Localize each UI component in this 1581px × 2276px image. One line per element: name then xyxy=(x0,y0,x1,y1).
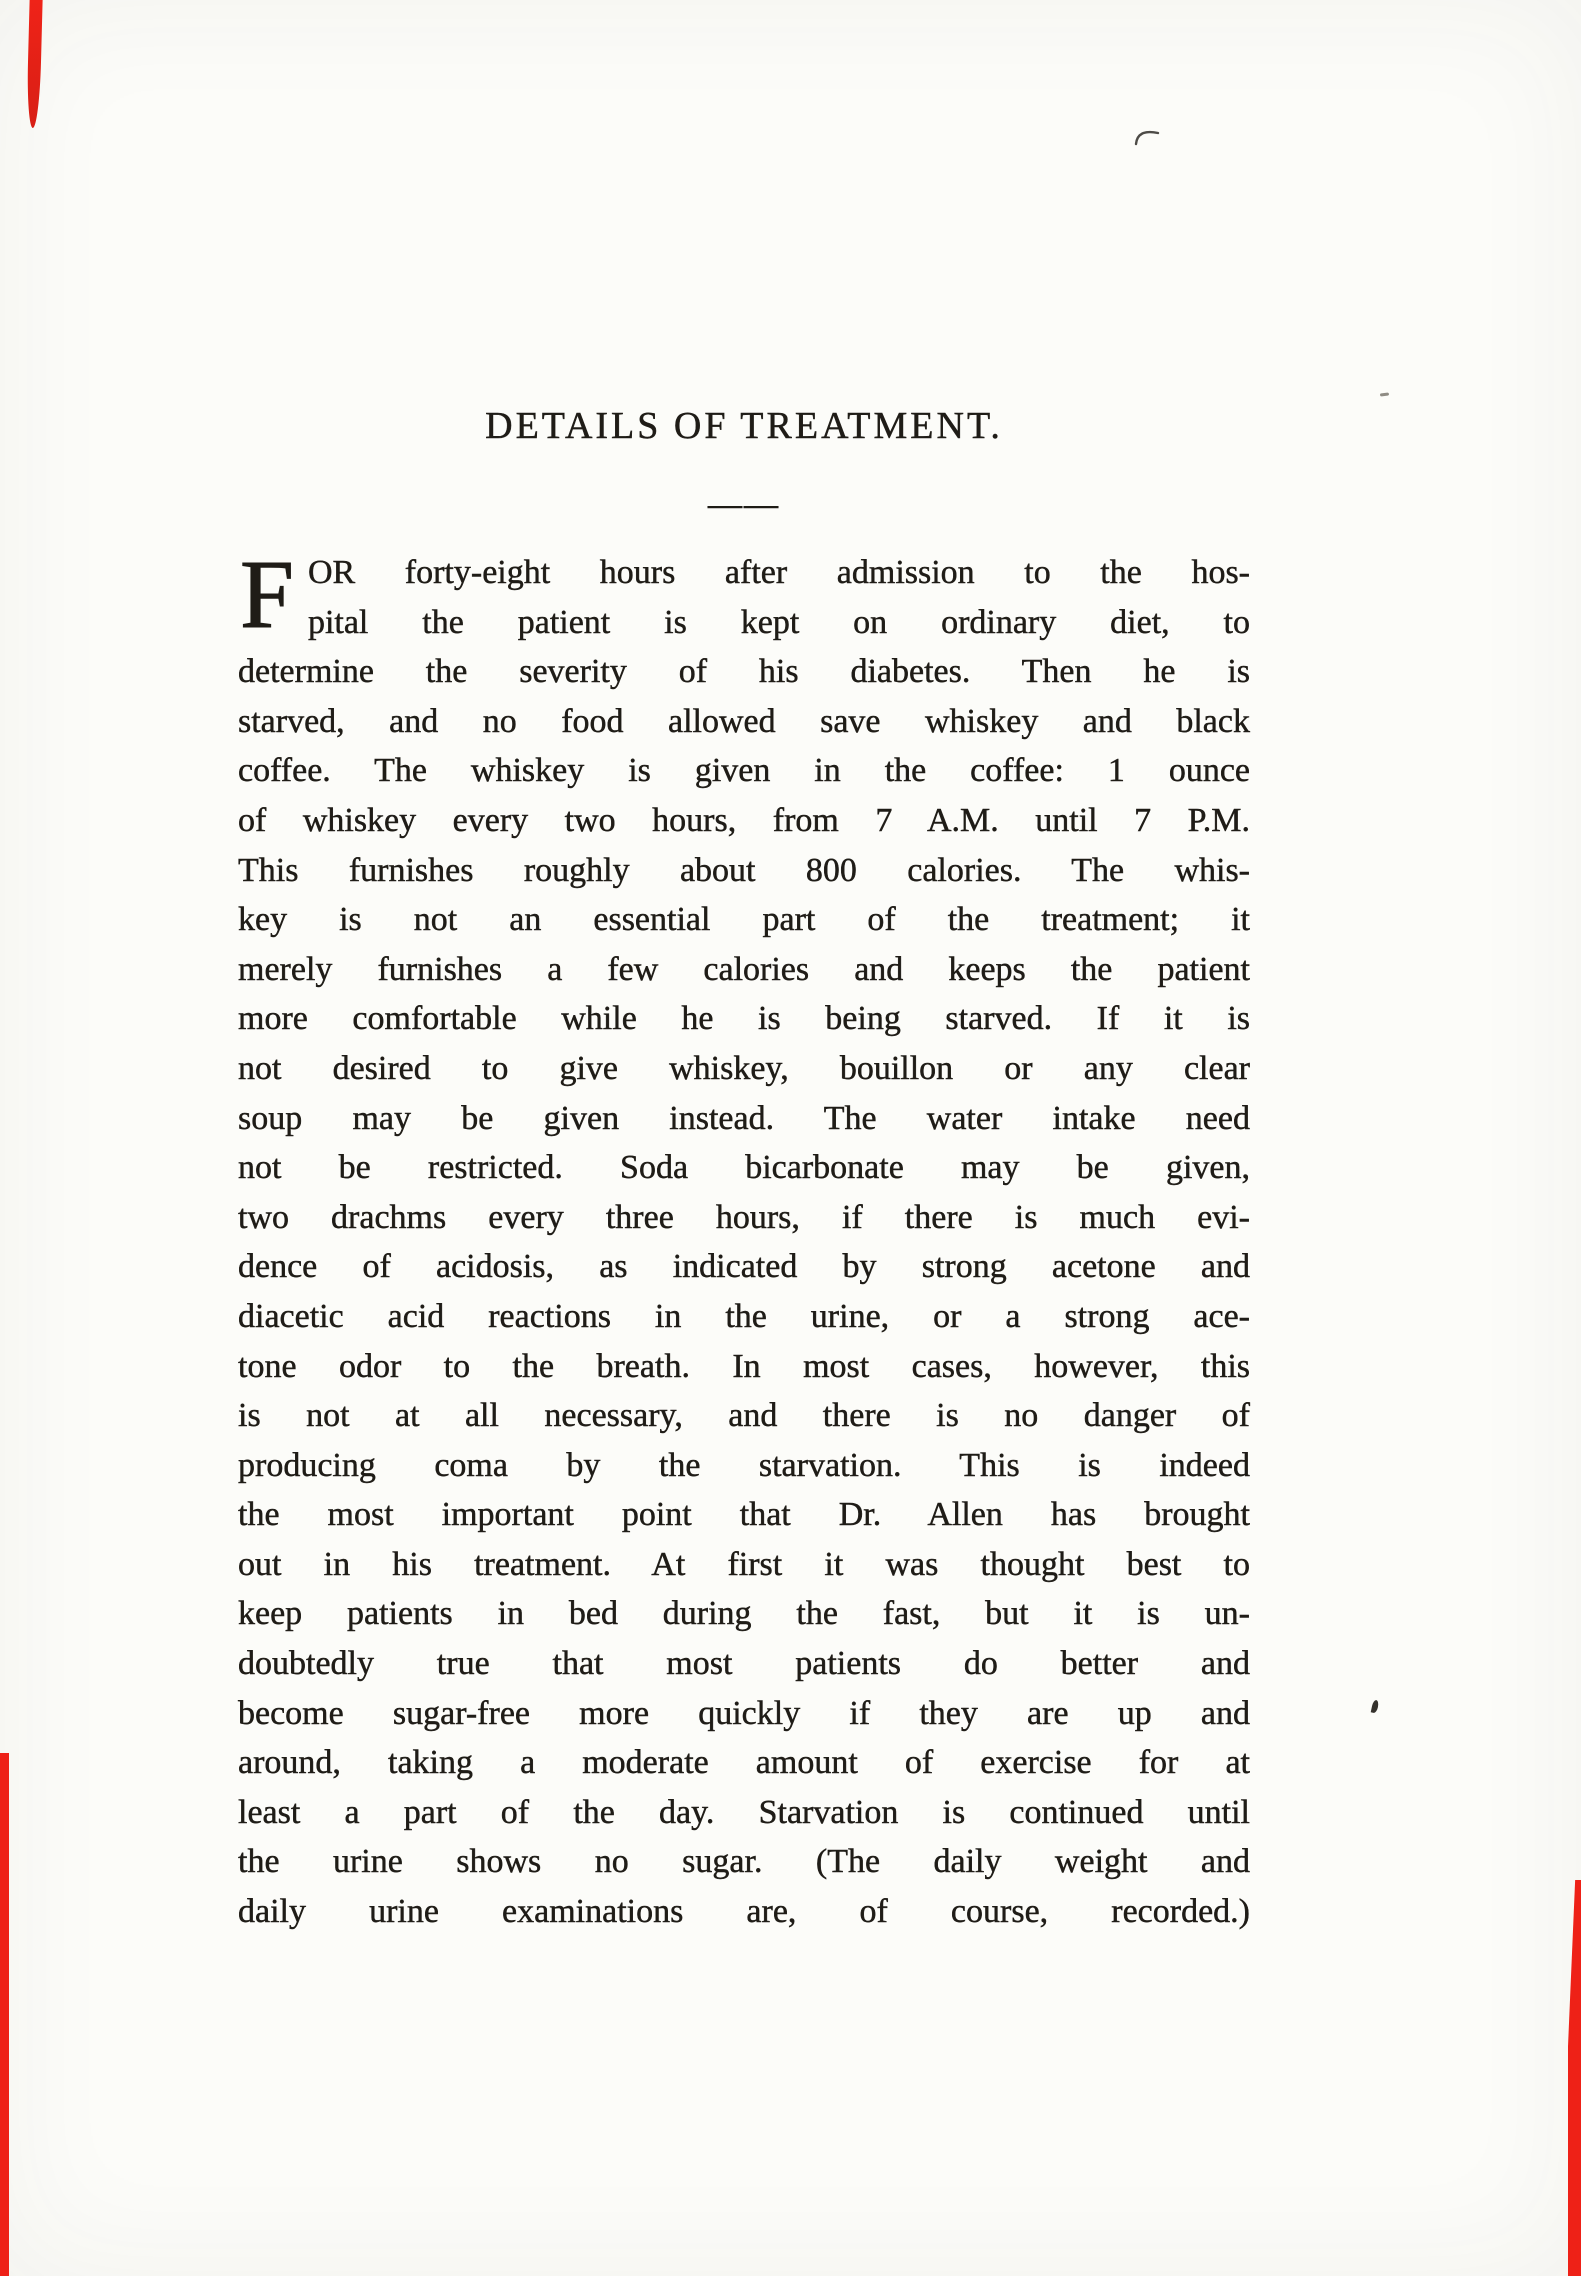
scan-speck-dash xyxy=(1380,392,1389,396)
text-line: This furnishes roughly about 800 calories. The whis- xyxy=(238,851,1250,889)
text-line: out in his treatment. At first it was thought best to xyxy=(238,1545,1250,1583)
text-line: not desired to give whiskey, bouillon or any clear xyxy=(238,1049,1250,1087)
text-line: the most important point that Dr. Allen has brought xyxy=(238,1496,1250,1534)
text-line: producing coma by the starvation. This is indeed xyxy=(238,1446,1250,1484)
scan-artifact-red-strip-top-left xyxy=(26,0,42,128)
text-line: keep patients in bed during the fast, but it is un- xyxy=(238,1595,1250,1633)
text-line: more comfortable while he is being starved. If it is xyxy=(238,1000,1250,1038)
text-line: around, taking a moderate amount of exercise for at xyxy=(238,1744,1250,1782)
scan-artifact-red-strip-right-bottom xyxy=(1568,1880,1581,2276)
text-line: pital the patient is kept on ordinary diet, to xyxy=(307,603,1250,641)
text-line: coffee. The whiskey is given in the coffee: 1 ounce xyxy=(238,752,1250,790)
text-line: soup may be given instead. The water intake need xyxy=(238,1099,1250,1137)
page-title: DETAILS OF TREATMENT. xyxy=(485,405,1003,447)
pen-mark-icon xyxy=(1132,126,1162,148)
text-line: merely furnishes a few calories and keeps the patient xyxy=(238,950,1250,988)
drop-cap: F xyxy=(240,541,294,648)
scan-speck-comma xyxy=(1371,1700,1380,1714)
text-line: key is not an essential part of the treatment; it xyxy=(238,901,1250,939)
text-line: tone odor to the breath. In most cases, however, this xyxy=(238,1347,1250,1385)
text-line: is not at all necessary, and there is no danger of xyxy=(238,1397,1250,1435)
text-line: not be restricted. Soda bicarbonate may be given, xyxy=(238,1149,1250,1187)
text-line: starved, and no food allowed save whiskey and black xyxy=(238,702,1250,740)
scan-artifact-red-strip-left-bottom xyxy=(0,1753,9,2276)
text-line: determine the severity of his diabetes. Then he is xyxy=(238,653,1250,691)
text-line: of whiskey every two hours, from 7 A.M. until 7 P.M. xyxy=(238,801,1250,839)
text-line: OR forty-eight hours after admission to the hos- xyxy=(307,554,1250,591)
text-line: least a part of the day. Starvation is continued until xyxy=(238,1793,1250,1831)
text-line: dence of acidosis, as indicated by strong acetone and xyxy=(238,1248,1250,1286)
paragraph xyxy=(238,541,1250,1937)
title-divider: —— xyxy=(708,486,780,523)
text-line: diacetic acid reactions in the urine, or a strong ace- xyxy=(238,1297,1250,1335)
text-line: the urine shows no sugar. (The daily weight and xyxy=(238,1843,1250,1881)
text-line: two drachms every three hours, if there is much evi- xyxy=(238,1198,1250,1236)
text-line: become sugar-free more quickly if they are up and xyxy=(238,1694,1250,1732)
text-line: doubtedly true that most patients do better and xyxy=(238,1645,1250,1683)
text-line: daily urine examinations are, of course, recorded.) xyxy=(238,1893,1250,1931)
